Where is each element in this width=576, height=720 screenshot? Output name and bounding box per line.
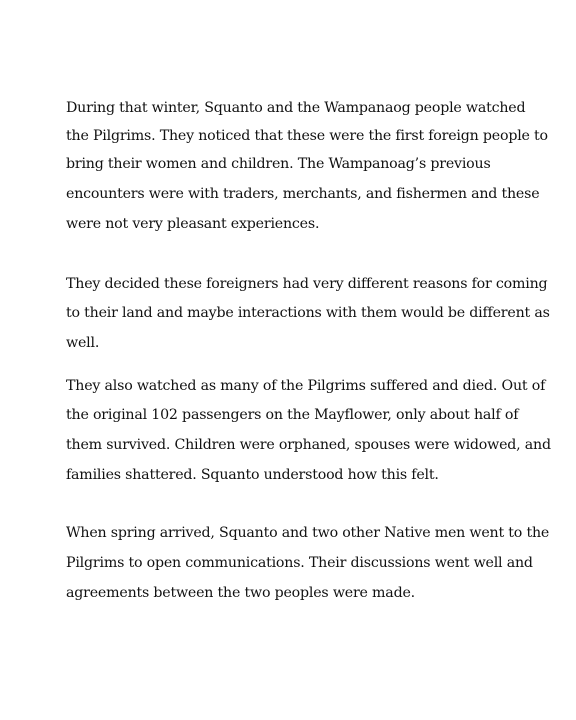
- paragraph-3-line-2: the original 102 passengers on the Mayflower, only about half of: [66, 407, 519, 423]
- paragraph-2-line-3: well.: [66, 335, 100, 351]
- paragraph-2-line-2: to their land and maybe interactions with them would be different as: [66, 305, 550, 321]
- paragraph-2-line-1: They decided these foreigners had very different reasons for coming: [66, 276, 548, 292]
- paragraph-3-line-3: them survived. Children were orphaned, spouses were widowed, and: [66, 437, 551, 453]
- paragraph-4-line-3: agreements between the two peoples were made.: [66, 585, 415, 601]
- paragraph-1-line-4: encounters were with traders, merchants, and fishermen and these: [66, 186, 540, 202]
- paragraph-1-line-5: were not very pleasant experiences.: [66, 216, 320, 232]
- paragraph-3-line-1: They also watched as many of the Pilgrims suffered and died. Out of: [66, 378, 546, 394]
- paragraph-1-line-2: the Pilgrims. They noticed that these were the first foreign people to: [66, 128, 548, 144]
- paragraph-4-line-1: When spring arrived, Squanto and two other Native men went to the: [66, 525, 550, 541]
- paragraph-3-line-4: families shattered. Squanto understood how this felt.: [66, 467, 439, 483]
- paragraph-1-line-3: bring their women and children. The Wampanoag’s previous: [66, 156, 491, 172]
- paragraph-4-line-2: Pilgrims to open communications. Their discussions went well and: [66, 555, 533, 571]
- paragraph-1-line-1: During that winter, Squanto and the Wampanaog people watched: [66, 100, 526, 116]
